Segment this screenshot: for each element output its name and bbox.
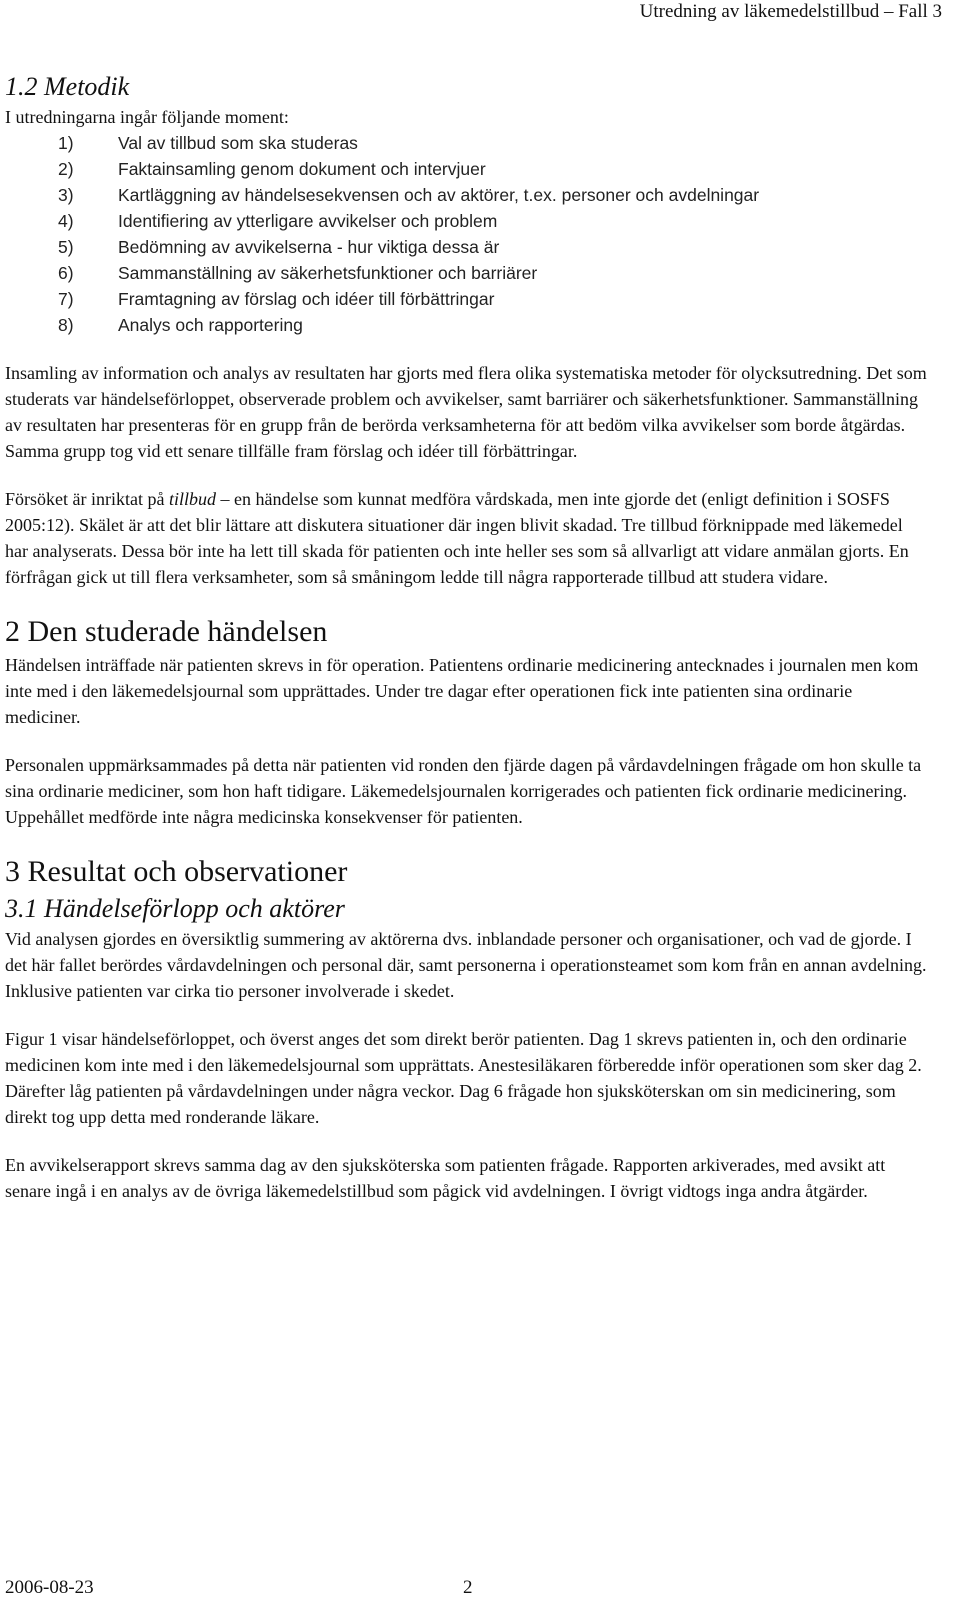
list-item-text: Framtagning av förslag och idéer till förbättringar (118, 289, 495, 309)
list-item-text: Identifiering av ytterligare avvikelser och problem (118, 211, 498, 231)
section-3-1-heading: 3.1 Händelseförlopp och aktörer (5, 894, 345, 923)
list-item-text: Val av tillbud som ska studeras (118, 133, 358, 153)
footer-page-number: 2 (463, 1577, 473, 1598)
list-item-number: 8) (58, 315, 74, 335)
section-3-heading: 3 Resultat och observationer (5, 855, 348, 888)
list-item-text: Bedömning av avvikelserna - hur viktiga dessa är (118, 237, 500, 257)
list-item (5, 156, 930, 182)
list-item (5, 312, 930, 338)
section-1-2-heading: 1.2 Metodik (5, 72, 130, 101)
results-paragraph-1: Vid analysen gjordes en översiktlig summering av aktörerna dvs. inblandade personer och organisationer, och vad de gjorde. I det här fallet berördes vårdavdelningen och personal där, samt personerna i operationsteamet som kom från en annan avdelning. Inklusive patienten var cirka tio personer involverade i skedet. (5, 929, 927, 1001)
list-item (5, 208, 930, 234)
list-item (5, 130, 930, 156)
list-item (5, 234, 930, 260)
list-item-number: 6) (58, 263, 74, 283)
method-list (5, 130, 930, 338)
section-2-heading: 2 Den studerade händelsen (5, 615, 328, 648)
results-paragraph-3: En avvikelserapport skrevs samma dag av den sjuksköterska som patienten frågade. Rapporten arkiverades, med avsikt att senare ingå i en analys av de övriga läkemedelstillbud som pågick vid avdelningen. I övrigt vidtogs inga andra åtgärder. (5, 1155, 886, 1201)
paragraph-text: Försöket är inriktat på (5, 489, 169, 509)
list-item-number: 7) (58, 289, 74, 309)
footer-date: 2006-08-23 (5, 1577, 94, 1598)
running-header: Utredning av läkemedelstillbud – Fall 3 (639, 1, 942, 22)
method-intro: I utredningarna ingår följande moment: (5, 107, 289, 127)
list-item-number: 2) (58, 159, 74, 179)
list-item-text: Kartläggning av händelsesekvensen och av aktörer, t.ex. personer och avdelningar (118, 185, 760, 205)
incident-paragraph-1: Händelsen inträffade när patienten skrevs in för operation. Patientens ordinarie medicinering antecknades i journalen men kom inte med i den läkemedelsjournal som upprättades. Under tre dagar efter operationen fick inte patienten sina ordinarie mediciner. (5, 655, 919, 727)
paragraph-text: – en händelse som kunnat medföra vårdskada, men inte gjorde det (enligt definition i SOSFS 2005:12). Skälet är att det blir lättare att diskutera situationer där ingen blivit skadad. Tre tillbud förknippade med läkemedel har analyserats. Dessa bör inte ha lett till skada för patienten och inte heller ses som så allvarligt att vidare anmälan gjorts. En förfrågan gick ut till flera verksamheter, som så småningom ledde till några rapporterade tillbud att studera vidare. (5, 489, 909, 587)
list-item-number: 4) (58, 211, 74, 231)
list-item-text: Faktainsamling genom dokument och intervjuer (118, 159, 486, 179)
incident-paragraph-2: Personalen uppmärksammades på detta när patienten vid ronden den fjärde dagen på vårdavdelningen frågade om hon skulle ta sina ordinarie mediciner, som hon haft tidigare. Läkemedelsjournalen korrigerades och patienten fick ordinarie medicinering. Uppehållet medförde inte några medicinska konsekvenser för patienten. (5, 755, 922, 827)
method-paragraph-1: Insamling av information och analys av resultaten har gjorts med flera olika systematiska metoder för olycksutredning. Det som studerats var händelseförloppet, observerade problem och avvikelser, samt barriärer och säkerhetsfunktioner. Sammanställning av resultaten har presenteras för en grupp från de berörda verksamheterna för att bedöm vilka avvikelser som borde åtgärdas. Samma grupp tog vid ett senare tillfälle fram förslag och idéer till förbättringar. (5, 363, 927, 461)
emphasized-term: tillbud (168, 489, 216, 509)
list-item-text: Sammanställning av säkerhetsfunktioner och barriärer (118, 263, 538, 283)
method-paragraph-2 (5, 486, 930, 590)
list-item (5, 260, 930, 286)
results-paragraph-2: Figur 1 visar händelseförloppet, och överst anges det som direkt berör patienten. Dag 1 skrevs patienten in, och den ordinarie medicinen kom inte med i den läkemedelsjournal som upprättats. Anestesiläkaren förberedde inför operationen som sker dag 2. Därefter låg patienten på vårdavdelningen under några veckor. Dag 6 frågade hon sjuksköterskan om sin medicinering, som direkt tog upp detta med ronderande läkare. (5, 1029, 922, 1127)
list-item-text: Analys och rapportering (118, 315, 303, 335)
list-item (5, 286, 930, 312)
list-item-number: 5) (58, 237, 74, 257)
list-item-number: 3) (58, 185, 74, 205)
list-item-number: 1) (58, 133, 74, 153)
list-item (5, 182, 930, 208)
document-body (5, 70, 930, 1204)
